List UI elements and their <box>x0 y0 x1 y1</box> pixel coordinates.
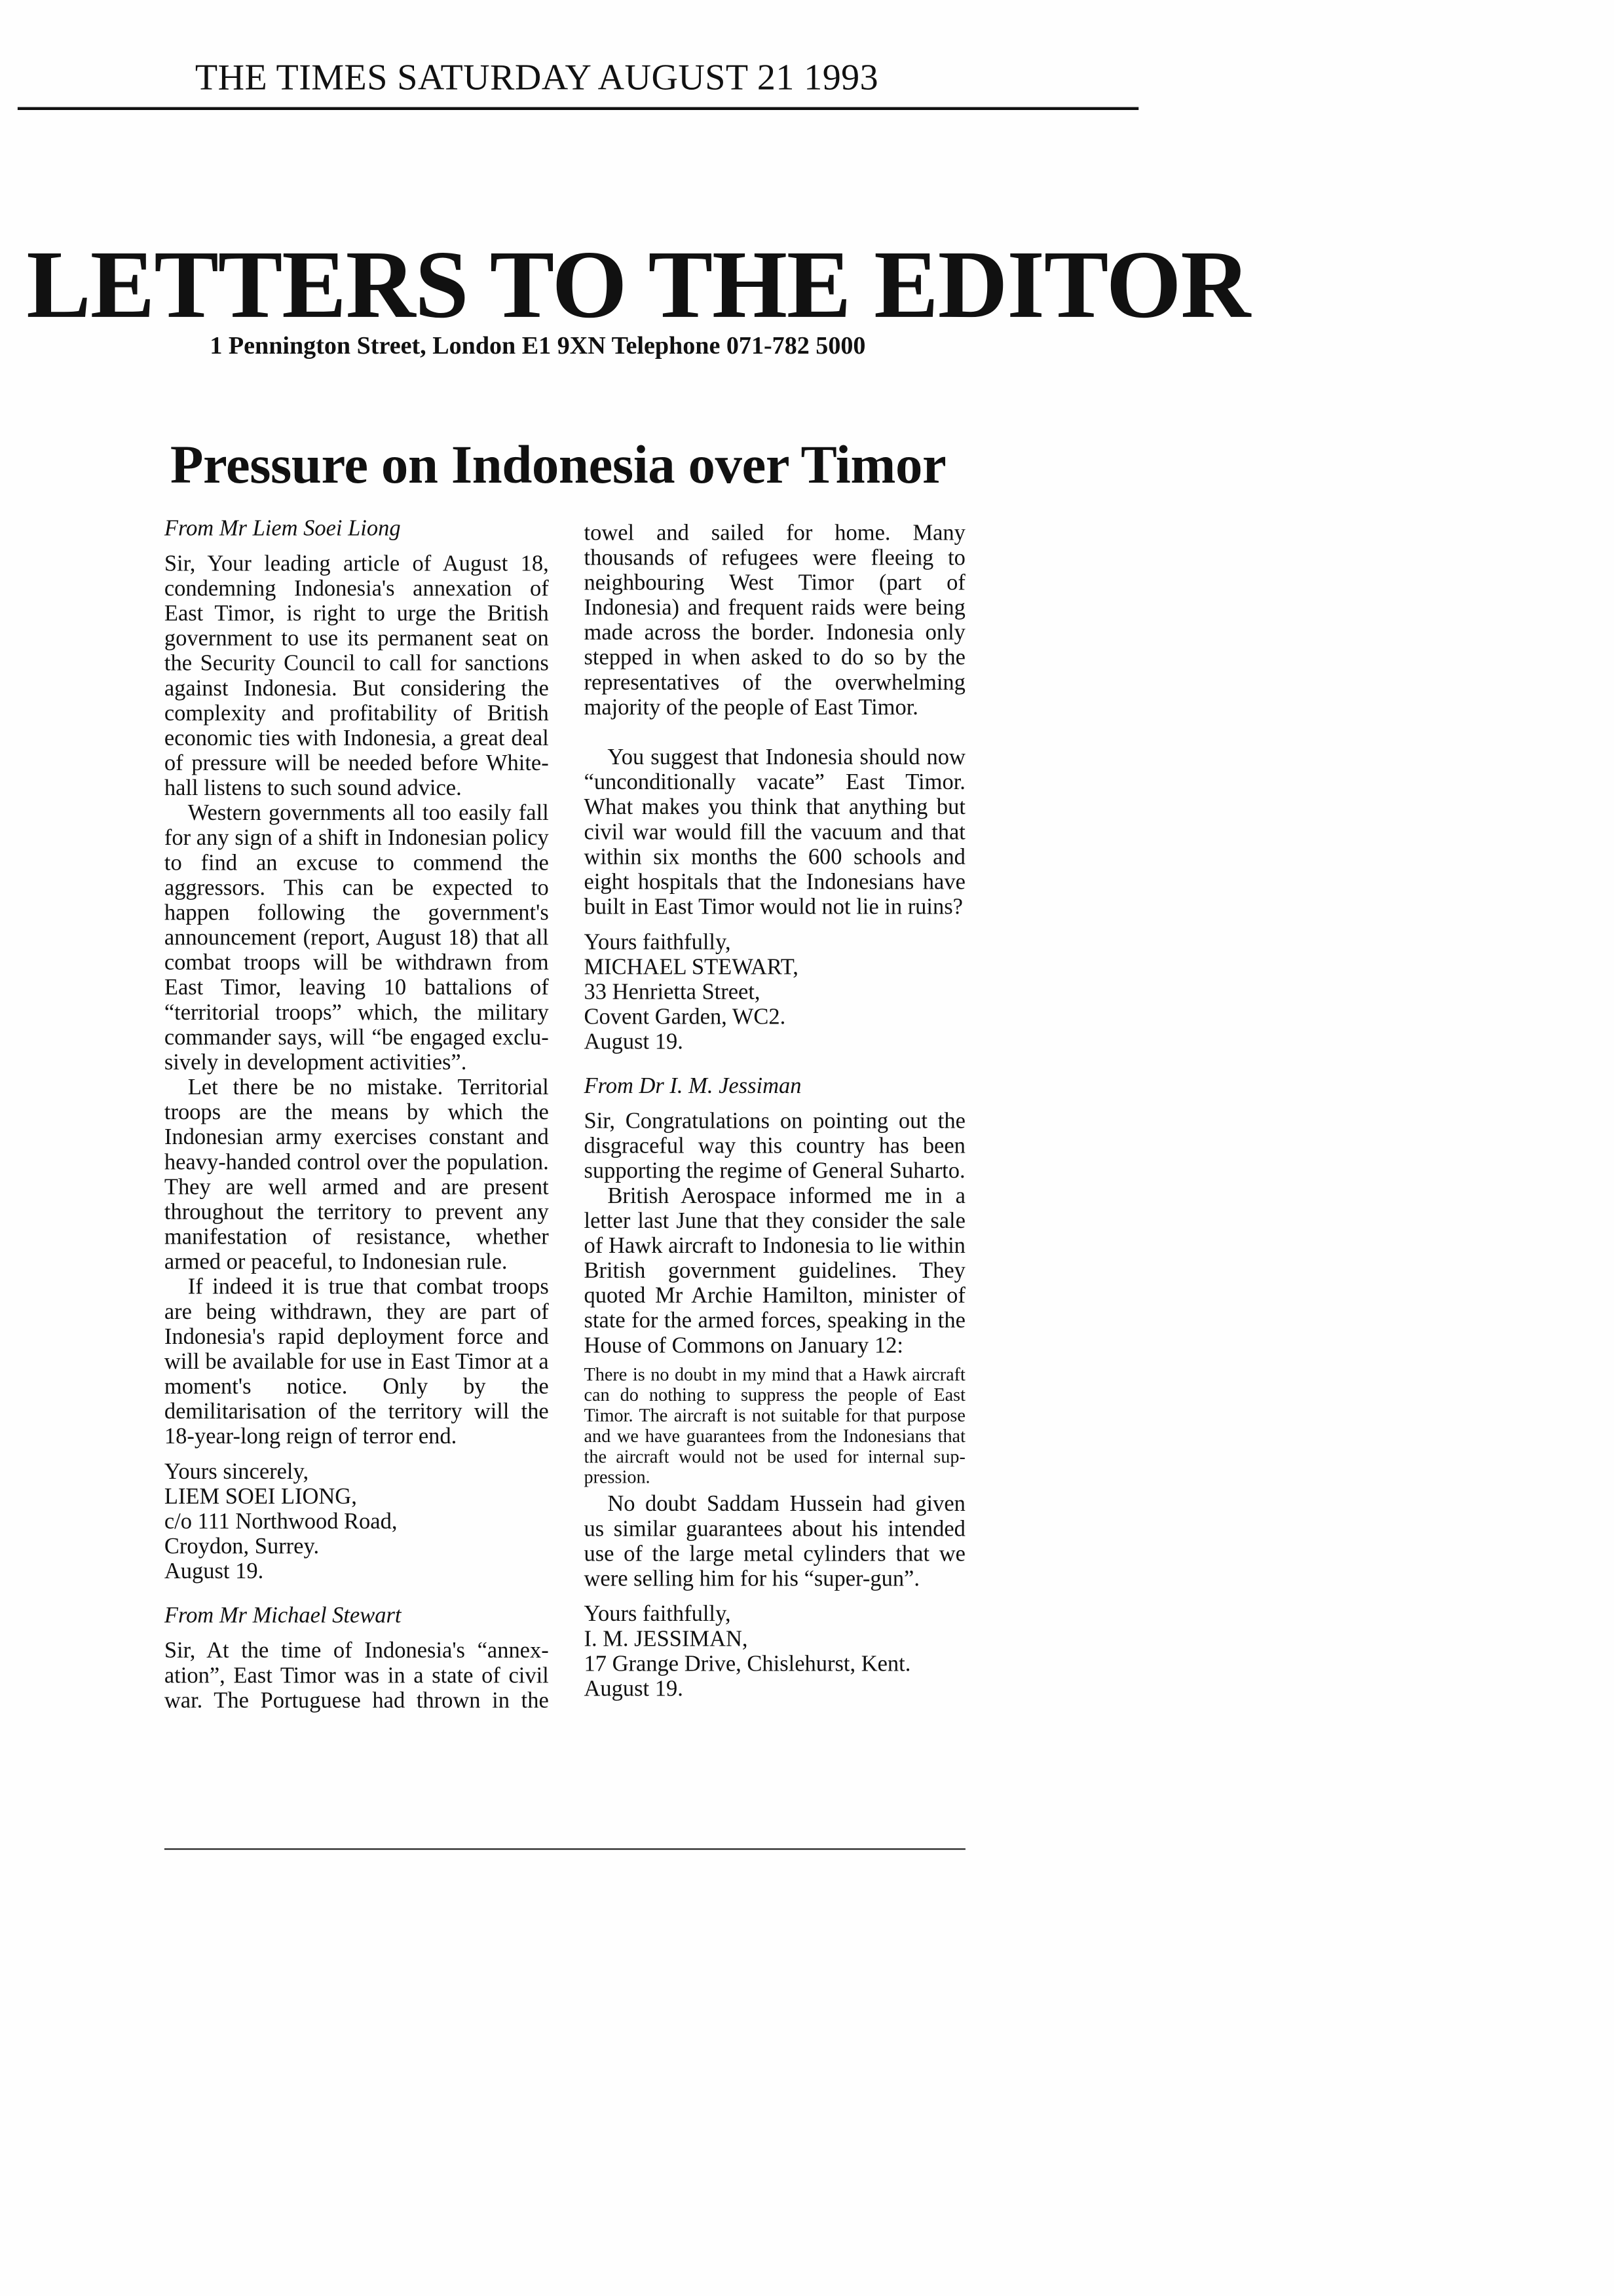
letter-paragraph-continued <box>584 521 966 745</box>
letter-byline: From Mr Liem Soei Liong <box>164 516 401 542</box>
letter-paragraph: You suggest that Indonesia should now “unconditionally vacate” East Timor. What makes you think that anything but civil war would fill the vacuum and that within six months the 600 schools and eight hospitals that the Indonesians have built in East Timor would not lie in ruins? <box>584 745 966 920</box>
signoff-name: LIEM SOEI LIONG, <box>164 1484 357 1509</box>
signoff-line: 17 Grange Drive, Chislehurst, Kent. <box>584 1652 911 1677</box>
letter-byline: From Dr I. M. Jessiman <box>584 1073 802 1099</box>
signoff-date: August 19. <box>164 1559 264 1585</box>
letter-paragraph-continued: Sir, At the time of Indonesia's “annexation”, East Timor was in a state of civil war. The Portuguese had thrown in the <box>164 1639 549 1714</box>
signoff-date: August 19. <box>584 1029 683 1055</box>
signoff-line: c/o 111 Northwood Road, <box>164 1509 398 1535</box>
letter-paragraph: British Aerospace informed me in a letter last June that they consider the sale of Hawk aircraft to Indonesia to lie within British government guidelines. They quoted Mr Archie Hamilton, minister of state for the armed forces, speaking in the House of Commons on January 12: <box>584 1183 966 1359</box>
quoted-statement: There is no doubt in my mind that a Hawk aircraft can do nothing to suppress the people of East Timor. The aircraft is not suitable for that purpose and we have guarantees from the Indonesians that the aircraft would not be used for internal suppression. <box>584 1364 966 1488</box>
signoff-line: Yours faithfully, <box>584 1602 731 1627</box>
letter-signoff <box>584 1602 966 1701</box>
masthead-rule <box>18 107 1138 110</box>
bottom-rule <box>164 1848 966 1849</box>
letter-signoff <box>584 930 966 1054</box>
signoff-name: MICHAEL STEWART, <box>584 955 798 980</box>
signoff-line: Yours faithfully, <box>584 930 731 955</box>
headline: Pressure on Indonesia over Timor <box>170 435 947 496</box>
letter-paragraph: No doubt Saddam Hussein had given us similar guarantees about his intended use of the large metal cylinders that we were selling him for his “super-gun”. <box>584 1492 966 1592</box>
signoff-line: Croydon, Surrey. <box>164 1534 320 1560</box>
letter-paragraph: Western governments all too easily fall for any sign of a shift in Indonesian policy to find an excuse to commend the aggressors. This can be expected to happen following the government's announcement (report, August 18) that all combat troops will be withdrawn from East Timor, leaving 10 battalions of “territorial troops” which, the military commander says, will “be engaged exclusively in development activities”. <box>164 801 549 1075</box>
letter-paragraph-text: towel and sailed for home. Many thousands of refugees were fleeing to neighbouring West Timor (part of Indonesia) and frequent raids were being made across the border. Indonesia only stepped in when asked to do so by the representatives of the overwhelming majority of the people of East Timor. <box>584 521 966 720</box>
letter-paragraph: Sir, Your leading article of August 18, condemning Indonesia's annexation of East Timor, is right to urge the British government to use its permanent seat on the Security Council to call for sanctions against Indonesia. But considering the complexity and profitability of British economic ties with Indonesia, a great deal of pressure will be needed before Whitehall listens to such sound advice. <box>164 551 549 802</box>
editor-address: 1 Pennington Street, London E1 9XN Telephone 071-782 5000 <box>210 331 866 360</box>
masthead: THE TIMES SATURDAY AUGUST 21 1993 <box>195 58 879 99</box>
column-right <box>584 521 966 1701</box>
signoff-line: 33 Henrietta Street, <box>584 980 760 1005</box>
signoff-date: August 19. <box>584 1676 683 1702</box>
column-left <box>164 516 549 1713</box>
signoff-line: Covent Garden, WC2. <box>584 1005 786 1030</box>
letter-paragraph: Sir, Congratulations on pointing out the disgraceful way this country has been supporting the regime of General Suharto. <box>584 1109 966 1184</box>
letter-byline: From Mr Michael Stewart <box>164 1603 402 1629</box>
letter-paragraph: If indeed it is true that combat troops are being withdrawn, they are part of Indonesia's rapid deployment force and will be available for use in East Timor at a moment's notice. Only by the demilitarisation of the territory will the 18-year-long reign of terror end. <box>164 1274 549 1450</box>
letter-signoff <box>164 1460 549 1584</box>
letter-paragraph: Let there be no mistake. Territorial troops are the means by which the Indonesian army exercises constant and heavy-handed control over the population. They are well armed and are present throughout the territory to prevent any manifestation of resistance, whether armed or peaceful, to Indonesian rule. <box>164 1075 549 1275</box>
signoff-name: I. M. JESSIMAN, <box>584 1627 748 1652</box>
section-title: LETTERS TO THE EDITOR <box>26 231 1250 339</box>
signoff-line: Yours sincerely, <box>164 1459 309 1485</box>
